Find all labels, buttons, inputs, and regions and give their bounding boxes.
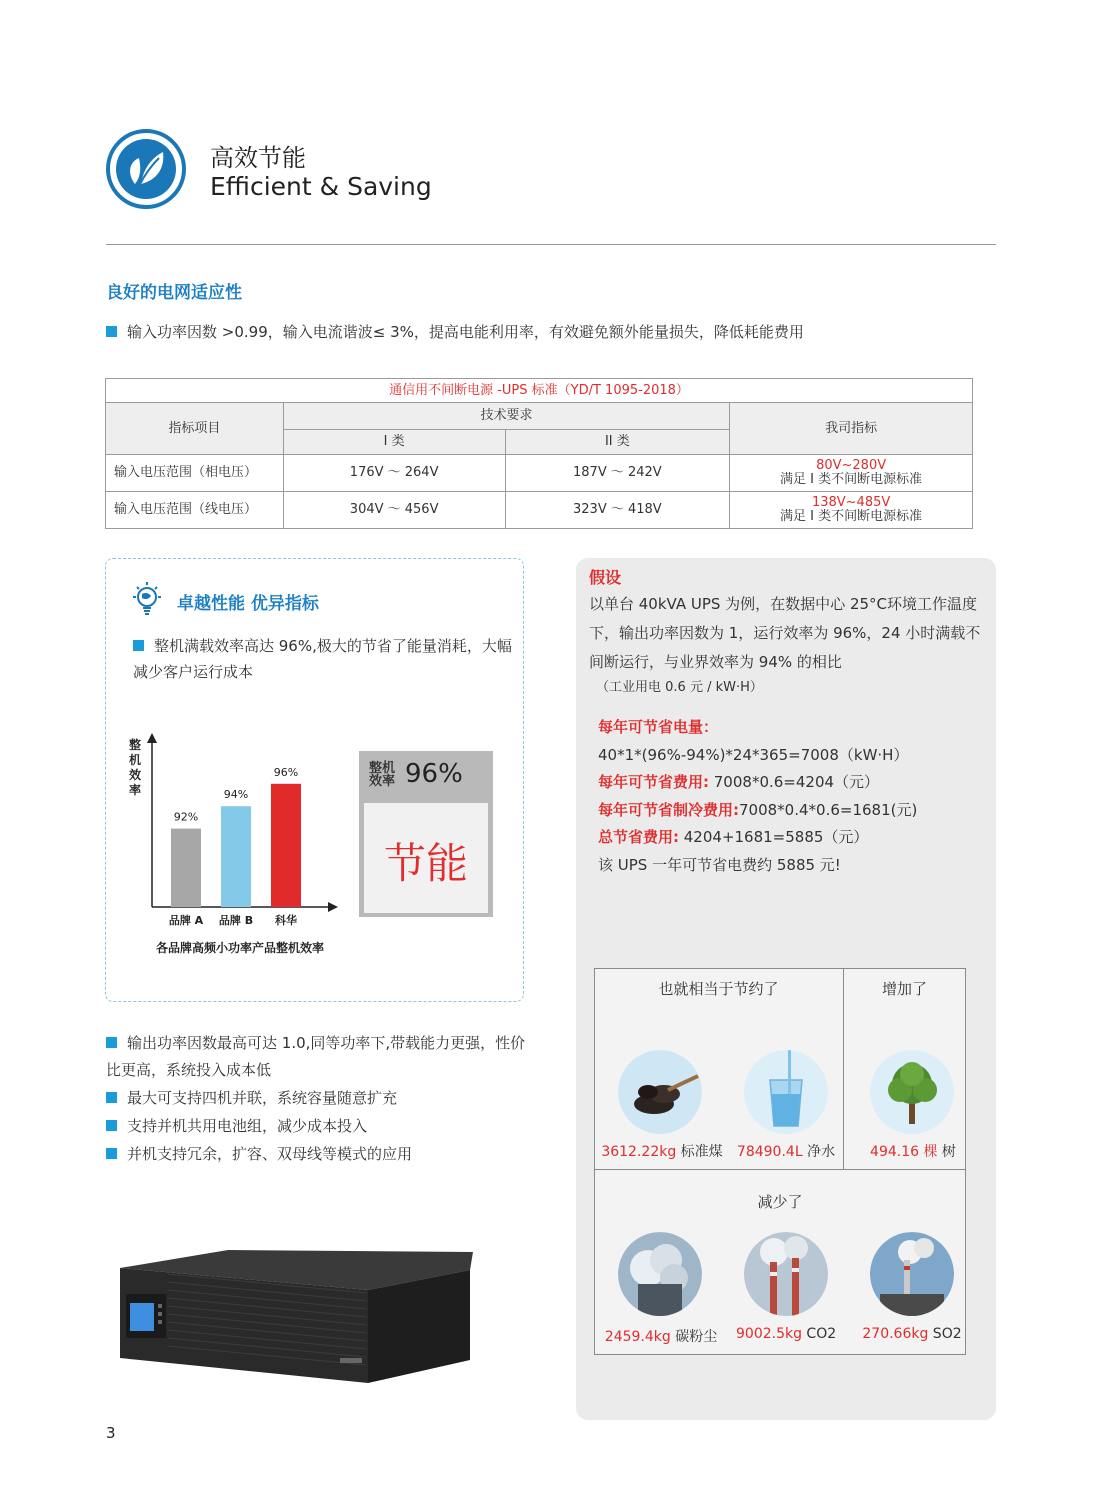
standard-table xyxy=(105,378,973,529)
y-axis-arrow xyxy=(147,733,157,743)
bullet-square-icon xyxy=(106,1037,117,1048)
co2-chimney-icon xyxy=(744,1232,828,1316)
chart-data-label: 94% xyxy=(223,788,249,802)
table-header-ours: 我司指标 xyxy=(730,403,973,455)
efficiency-badge xyxy=(359,751,493,917)
coal-caption: 3612.22kg 标准煤 xyxy=(601,1144,723,1160)
assumption-text: 以单台 40kVA UPS 为例，在数据中心 25°C环境工作温度下，输出功率因数为 1，运行效率为 96%，24 小时满载不间断运行，与业界效率为 94% 的相比 xyxy=(589,595,981,671)
chart-bar xyxy=(271,784,301,907)
energy-saving-label: 节能 xyxy=(383,839,468,888)
efficiency-badge-value: 96% xyxy=(405,759,463,789)
assumption-heading: 假设 xyxy=(589,568,622,587)
assumption-note: （工业用电 0.6 元 / kW·H） xyxy=(596,680,763,695)
chart-data-label: 92% xyxy=(173,810,199,824)
reduced-heading: 减少了 xyxy=(757,1193,803,1211)
table-row: 输入电压范围（相电压） 176V ～ 264V 187V ～ 242V 80V~280V 满足 I 类不间断电源标准 xyxy=(106,455,973,492)
chart-bar xyxy=(171,829,201,907)
bullet-square-icon xyxy=(133,640,144,651)
list-item: 并机支持冗余，扩容、双母线等模式的应用 xyxy=(106,1141,526,1168)
page-number: 3 xyxy=(106,1424,116,1442)
water-glass-icon xyxy=(744,1050,828,1134)
savings-calculation: 每年可节省电量： 40*1*(96%-94%)*24*365=7008（kW·H） 每年可节省费用: 7008*0.6=4204（元） 每年可节省制冷费用:7008*0.4*0.6=1681(元) 总节省费用: 4204+1681=5885（元） 该 UPS 一年可节省电费约 5885 元! xyxy=(598,718,918,874)
section-title-grid: 良好的电网适应性 xyxy=(106,283,242,303)
performance-text: 整机满载效率高达 96%,极大的节省了能量消耗，大幅减少客户运行成本 xyxy=(133,637,512,681)
page-title-en: Efficient & Saving xyxy=(210,172,432,201)
so2-caption: 270.66kg SO2 xyxy=(862,1326,962,1342)
table-title: 通信用不间断电源 -UPS 标准（YD/T 1095-2018） xyxy=(106,379,973,403)
chart-data-label: 96% xyxy=(273,765,299,779)
co2-caption: 9002.5kg CO2 xyxy=(736,1326,837,1342)
table-header-item: 指标项目 xyxy=(106,403,284,455)
leaf-logo-icon xyxy=(105,128,187,210)
bullet-square-icon xyxy=(106,1120,117,1131)
chart-title: 各品牌高频小功率产品整机效率 xyxy=(155,941,325,955)
tree-caption: 494.16 棵 树 xyxy=(870,1144,956,1160)
table-header-class1: I 类 xyxy=(283,430,505,455)
efficiency-bar-chart xyxy=(120,725,350,960)
list-item: 输出功率因数最高可达 1.0,同等功率下,带载能力更强，性价比更高，系统投入成本低 xyxy=(106,1034,526,1079)
dust-caption: 2459.4kg 碳粉尘 xyxy=(604,1329,718,1345)
chart-ylabel-char: 整 xyxy=(128,738,142,752)
water-caption: 78490.4L 净水 xyxy=(736,1144,836,1160)
list-item: 最大可支持四机并联，系统容量随意扩充 xyxy=(106,1085,526,1112)
table-row: 输入电压范围（线电压） 304V ～ 456V 323V ～ 418V 138V~485V 满足 I 类不间断电源标准 xyxy=(106,492,973,529)
list-item: 支持并机共用电池组，减少成本投入 xyxy=(106,1113,526,1140)
ups-display-screen xyxy=(130,1303,154,1331)
so2-factory-icon xyxy=(870,1232,954,1316)
chart-ylabel-char: 效 xyxy=(128,768,142,782)
carbon-dust-icon xyxy=(618,1232,702,1316)
ups-product-image xyxy=(118,1248,478,1388)
bullet-square-icon xyxy=(106,1148,117,1159)
added-heading: 增加了 xyxy=(881,980,927,998)
performance-title: 卓越性能 优异指标 xyxy=(177,594,319,614)
lightbulb-globe-icon xyxy=(128,580,166,618)
efficiency-badge-label: 整机效率 xyxy=(369,761,396,789)
grid-intro: 输入功率因数 >0.99，输入电流谐波≤ 3%，提高电能利用率，有效避免额外能量损失，降低耗能费用 xyxy=(106,321,804,342)
table-header-req: 技术要求 xyxy=(283,403,729,430)
chart-category-label: 品牌 B xyxy=(218,914,254,927)
bullet-square-icon xyxy=(106,1092,117,1103)
chart-ylabel-char: 率 xyxy=(128,783,142,797)
chart-category-label: 科华 xyxy=(275,914,297,927)
chart-bar xyxy=(221,806,251,907)
chart-ylabel xyxy=(129,737,141,797)
coal-icon xyxy=(618,1050,702,1134)
page-title-cn: 高效节能 xyxy=(210,144,306,172)
saved-heading: 也就相当于节约了 xyxy=(658,980,779,998)
table-header-class2: II 类 xyxy=(505,430,730,455)
chart-category-label: 品牌 A xyxy=(168,914,204,927)
tree-icon xyxy=(870,1050,954,1134)
header-divider xyxy=(106,244,996,245)
x-axis-arrow xyxy=(328,902,338,912)
chart-ylabel-char: 机 xyxy=(128,753,142,767)
bullet-square-icon xyxy=(106,326,117,337)
feature-list xyxy=(106,1030,526,1169)
